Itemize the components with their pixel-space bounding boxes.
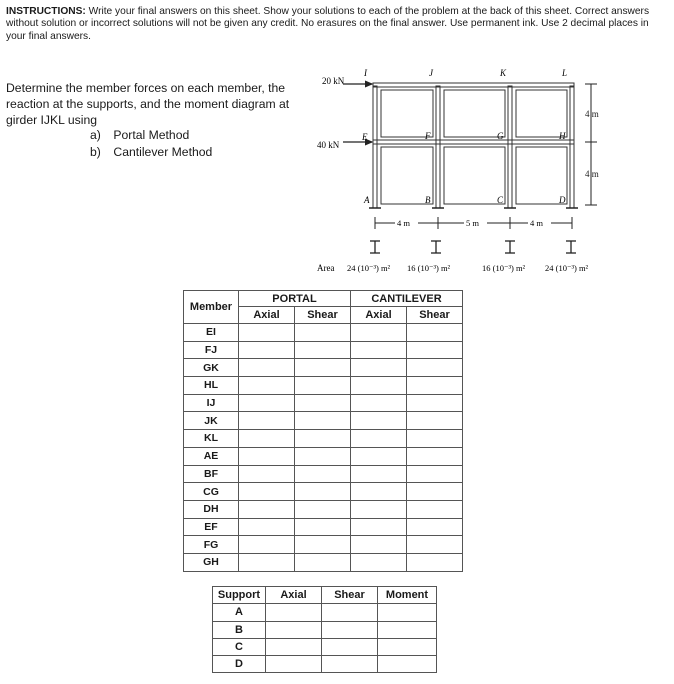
node-b: B: [425, 195, 431, 205]
portal-shear-header: Shear: [295, 307, 351, 324]
answer-cell[interactable]: [322, 638, 378, 655]
member-label: GH: [184, 553, 239, 571]
answer-cell[interactable]: [407, 553, 463, 571]
answer-cell[interactable]: [239, 359, 295, 377]
answer-cell[interactable]: [407, 324, 463, 342]
answer-cell[interactable]: [239, 500, 295, 518]
answer-cell[interactable]: [295, 483, 351, 501]
answer-cell[interactable]: [239, 465, 295, 483]
member-label: GK: [184, 359, 239, 377]
answer-cell[interactable]: [407, 412, 463, 430]
answer-cell[interactable]: [295, 341, 351, 359]
section-icons: [370, 241, 576, 253]
column-mid-left: [436, 86, 440, 208]
answer-cell[interactable]: [378, 638, 437, 655]
answer-cell[interactable]: [351, 536, 407, 554]
method-label: b): [90, 144, 101, 159]
frame-diagram: [0, 0, 674, 290]
answer-cell[interactable]: [351, 518, 407, 536]
answer-cell[interactable]: [351, 500, 407, 518]
i-beam-icon: [566, 241, 576, 253]
answer-cell[interactable]: [239, 447, 295, 465]
method-text: Portal Method: [113, 128, 190, 142]
answer-cell[interactable]: [239, 536, 295, 554]
answer-cell[interactable]: [351, 412, 407, 430]
support-moment-header: Moment: [378, 587, 437, 604]
height-top-label: 4 m: [585, 109, 599, 119]
panel: [444, 147, 505, 204]
answer-cell[interactable]: [295, 447, 351, 465]
node-k: K: [500, 68, 507, 78]
support-shear-header: Shear: [322, 587, 378, 604]
girder-top: [373, 83, 574, 87]
node-d: D: [559, 195, 566, 205]
answer-cell[interactable]: [239, 394, 295, 412]
answer-cell[interactable]: [351, 359, 407, 377]
node-g: G: [497, 131, 504, 141]
answer-cell[interactable]: [407, 447, 463, 465]
panel: [444, 90, 505, 137]
answer-cell[interactable]: [239, 324, 295, 342]
area-value-a: 24 (10⁻³) m²: [347, 263, 391, 273]
member-header: Member: [184, 291, 239, 324]
node-j: J: [429, 68, 433, 78]
answer-cell[interactable]: [295, 500, 351, 518]
answer-cell[interactable]: [266, 656, 322, 673]
answer-cell[interactable]: [351, 377, 407, 395]
member-label: AE: [184, 447, 239, 465]
answer-cell[interactable]: [322, 621, 378, 638]
area-label: Area: [317, 263, 335, 273]
answer-cell[interactable]: [407, 536, 463, 554]
answer-cell[interactable]: [295, 553, 351, 571]
answer-cell[interactable]: [322, 604, 378, 621]
area-value-d: 24 (10⁻³) m²: [545, 263, 589, 273]
node-e: E: [362, 132, 368, 142]
problem-statement: Determine the member forces on each member, the reaction at the supports, and the moment diagram at girder IJKL using: [6, 81, 290, 128]
support-label: C: [213, 638, 266, 655]
support-header: Support: [213, 587, 266, 604]
cantilever-axial-header: Axial: [351, 307, 407, 324]
column-left: [373, 86, 377, 208]
answer-cell[interactable]: [351, 447, 407, 465]
load-top-label: 20 kN: [322, 76, 345, 86]
column-mid-right: [508, 86, 512, 208]
answer-cell[interactable]: [351, 553, 407, 571]
answer-cell[interactable]: [295, 518, 351, 536]
answer-cell[interactable]: [239, 483, 295, 501]
answer-cell[interactable]: [266, 604, 322, 621]
answer-cell[interactable]: [407, 465, 463, 483]
answer-cell[interactable]: [378, 656, 437, 673]
height-bottom-label: 4 m: [585, 169, 599, 179]
support-label: A: [213, 604, 266, 621]
instructions-text: Write your final answers on this sheet. Show your solutions to each of the problem at the back of this sheet. Correct answers without solution or incorrect solutions will not be given any credit. No erasures on the final answer. Use permanent ink. Use 2 decimal places in your final answers.: [6, 6, 650, 42]
answer-cell[interactable]: [239, 553, 295, 571]
node-a: A: [364, 195, 370, 205]
answer-cell[interactable]: [378, 604, 437, 621]
support-label: B: [213, 621, 266, 638]
answer-cell[interactable]: [351, 341, 407, 359]
answer-cell[interactable]: [407, 341, 463, 359]
answer-cell[interactable]: [407, 377, 463, 395]
answer-cell[interactable]: [351, 430, 407, 448]
member-forces-table: [183, 290, 463, 572]
member-label: HL: [184, 377, 239, 395]
cantilever-header: CANTILEVER: [351, 291, 463, 307]
answer-cell[interactable]: [239, 518, 295, 536]
answer-cell[interactable]: [351, 394, 407, 412]
column-right: [570, 86, 574, 208]
answer-cell[interactable]: [239, 412, 295, 430]
answer-cell[interactable]: [239, 377, 295, 395]
answer-cell[interactable]: [295, 394, 351, 412]
answer-cell[interactable]: [295, 377, 351, 395]
answer-cell[interactable]: [351, 324, 407, 342]
node-c: C: [497, 195, 504, 205]
panel: [516, 90, 567, 137]
portal-header: PORTAL: [239, 291, 351, 307]
i-beam-icon: [505, 241, 515, 253]
portal-axial-header: Axial: [239, 307, 295, 324]
answer-cell[interactable]: [295, 412, 351, 430]
support-label: D: [213, 656, 266, 673]
answer-cell[interactable]: [295, 359, 351, 377]
answer-cell[interactable]: [239, 430, 295, 448]
answer-cell[interactable]: [266, 638, 322, 655]
load-mid-label: 40 kN: [317, 140, 340, 150]
cantilever-shear-header: Shear: [407, 307, 463, 324]
answer-cell[interactable]: [295, 324, 351, 342]
node-l: L: [562, 68, 568, 78]
answer-cell[interactable]: [407, 394, 463, 412]
frame-members: [373, 83, 574, 208]
span-2-label: 5 m: [466, 218, 479, 228]
answer-cell[interactable]: [407, 359, 463, 377]
member-label: DH: [184, 500, 239, 518]
answer-cell[interactable]: [266, 621, 322, 638]
method-label: a): [90, 128, 101, 142]
i-beam-icon: [431, 241, 441, 253]
answer-cell[interactable]: [407, 518, 463, 536]
node-i: I: [364, 68, 367, 78]
answer-cell[interactable]: [407, 500, 463, 518]
instructions-label: INSTRUCTIONS:: [6, 6, 86, 17]
span-1-label: 4 m: [397, 218, 410, 228]
answer-cell[interactable]: [295, 430, 351, 448]
panel: [381, 90, 433, 137]
area-value-c: 16 (10⁻³) m²: [482, 263, 526, 273]
member-label: KL: [184, 430, 239, 448]
member-label: FG: [184, 536, 239, 554]
member-label: EF: [184, 518, 239, 536]
answer-cell[interactable]: [322, 656, 378, 673]
answer-cell[interactable]: [351, 483, 407, 501]
node-h: H: [559, 131, 566, 141]
answer-cell[interactable]: [351, 465, 407, 483]
girder-mid: [373, 140, 574, 144]
member-label: IJ: [184, 394, 239, 412]
span-3-label: 4 m: [530, 218, 543, 228]
height-dimensions: [585, 84, 597, 205]
method-text: Cantilever Method: [113, 144, 213, 159]
member-label: FJ: [184, 341, 239, 359]
area-value-b: 16 (10⁻³) m²: [407, 263, 451, 273]
support-axial-header: Axial: [266, 587, 322, 604]
node-f: F: [425, 131, 431, 141]
member-label: JK: [184, 412, 239, 430]
i-beam-icon: [370, 241, 380, 253]
answer-cell[interactable]: [407, 430, 463, 448]
answer-cell[interactable]: [407, 483, 463, 501]
member-label: BF: [184, 465, 239, 483]
member-label: CG: [184, 483, 239, 501]
answer-cell[interactable]: [295, 465, 351, 483]
member-label: EI: [184, 324, 239, 342]
answer-cell[interactable]: [295, 536, 351, 554]
support-reactions-table: [212, 586, 437, 673]
answer-cell[interactable]: [378, 621, 437, 638]
answer-cell[interactable]: [239, 341, 295, 359]
